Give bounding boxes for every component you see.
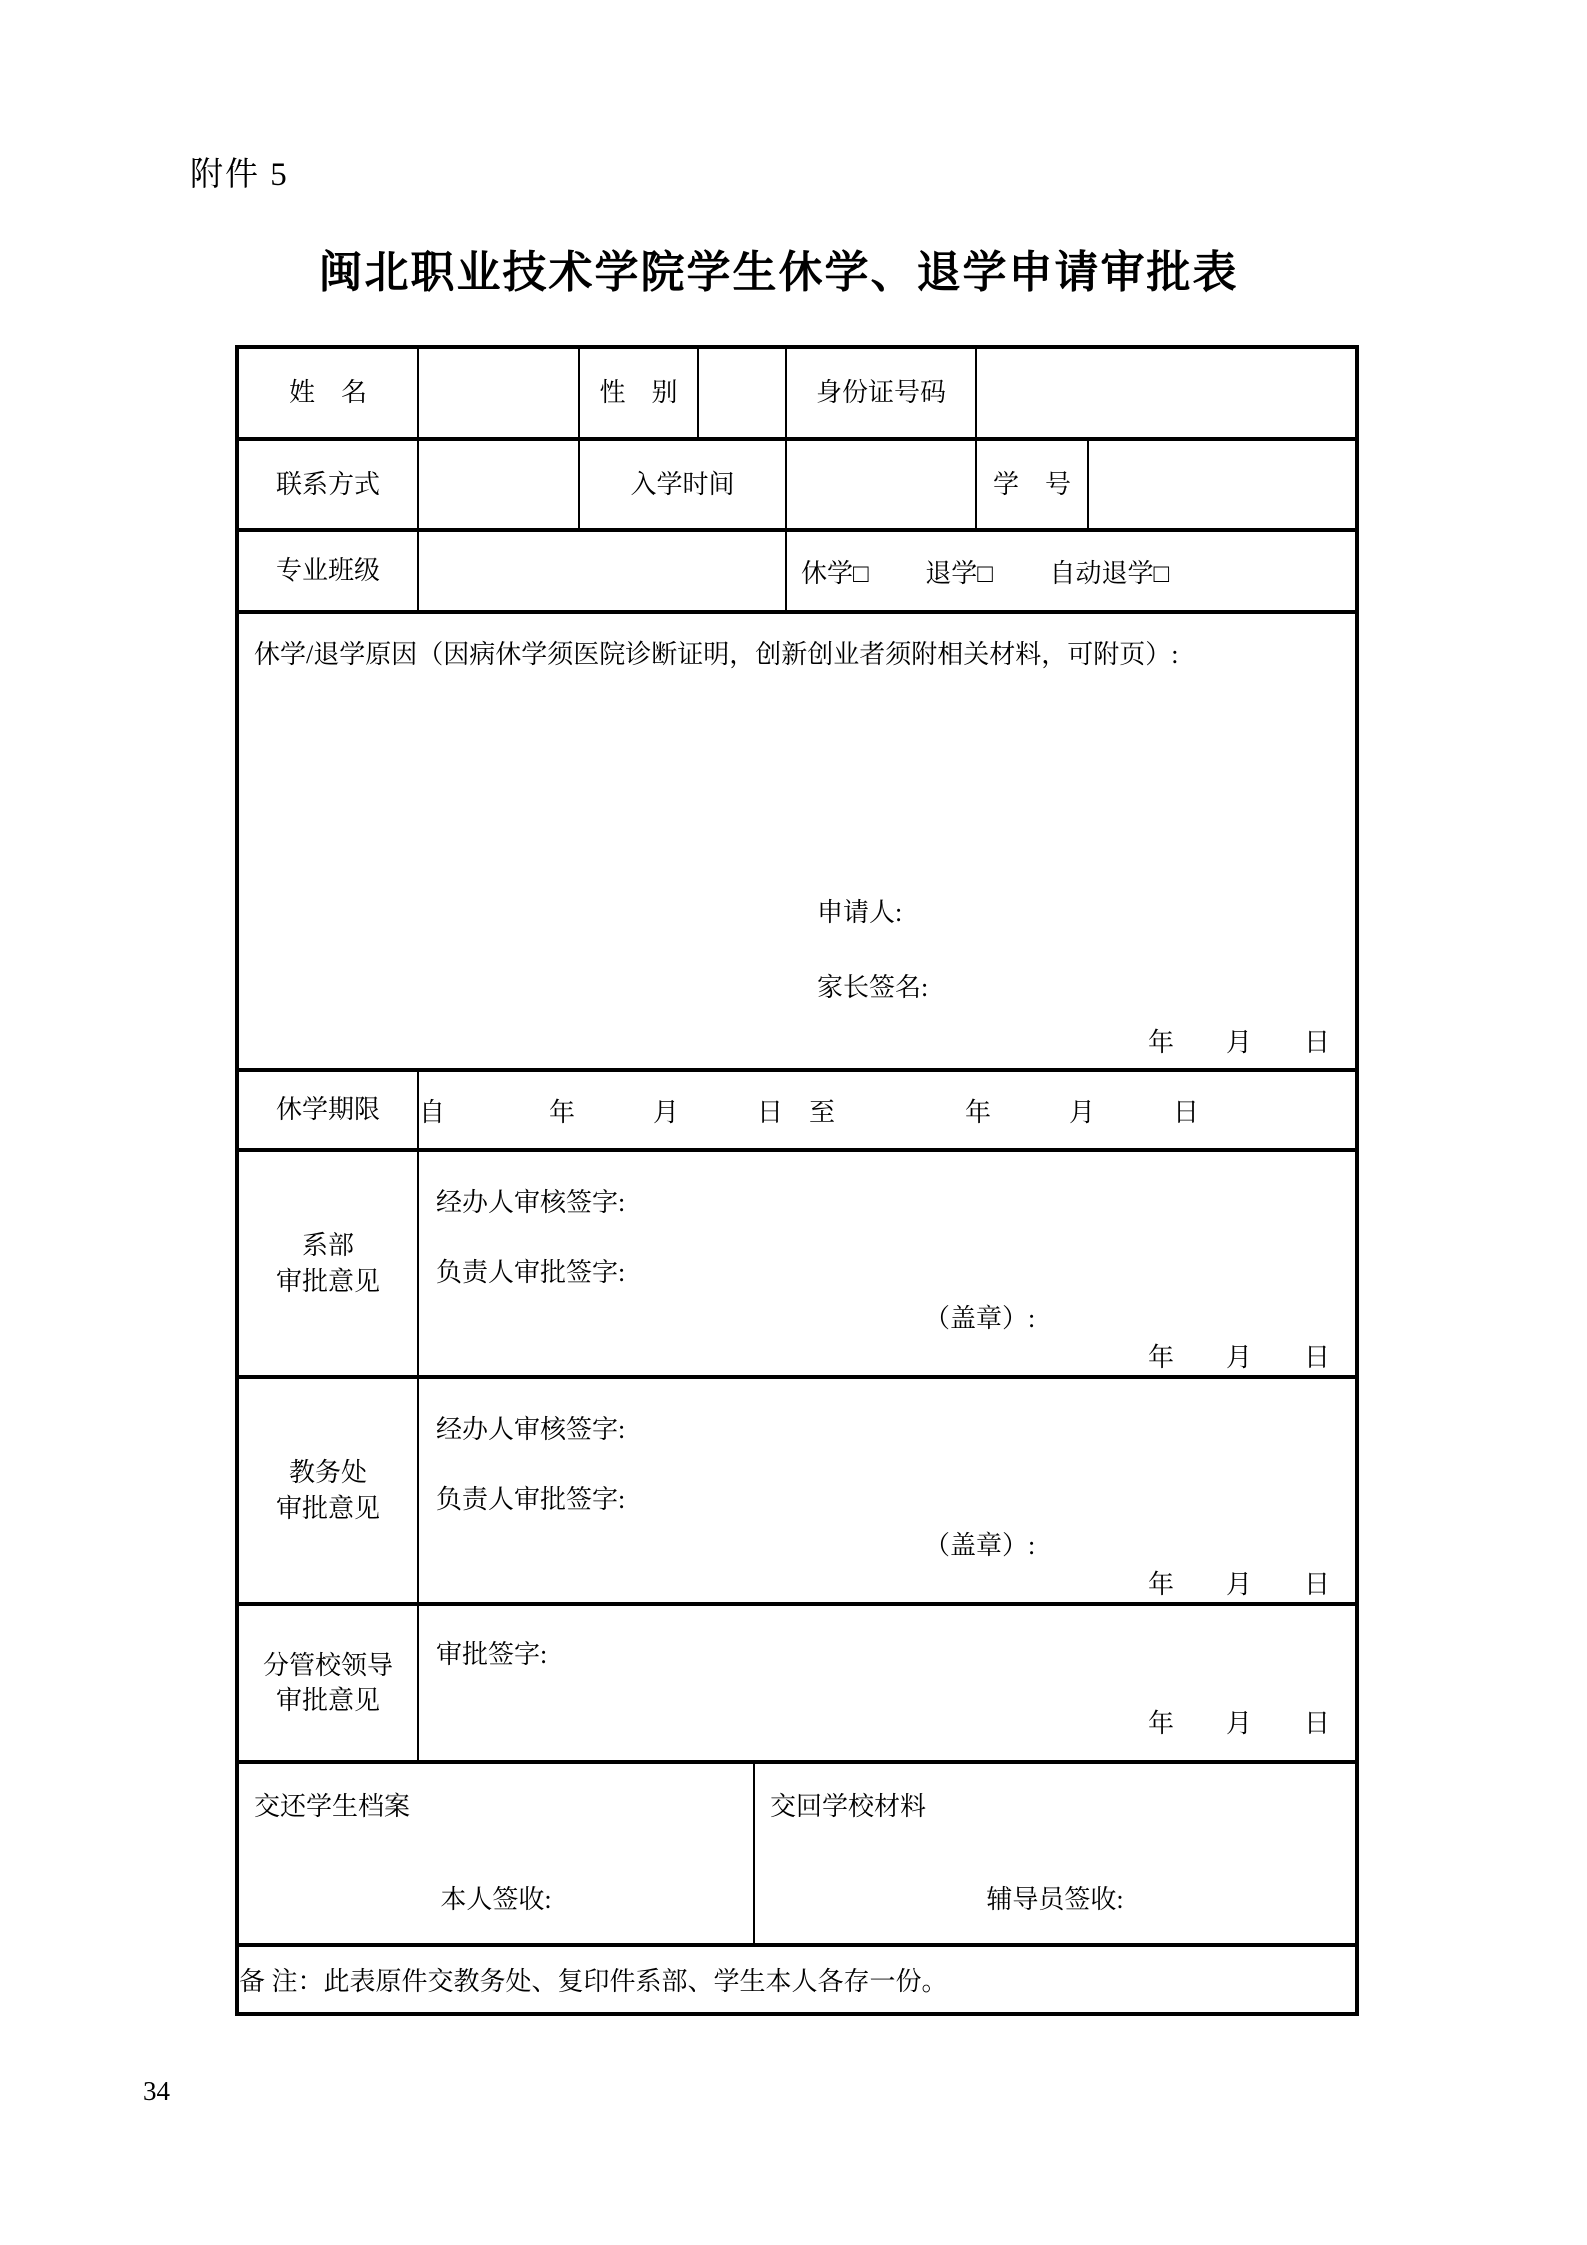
- row-remark: [237, 1945, 1357, 2014]
- reason-heading: 休学/退学原因（因病休学须医院诊断证明，创新创业者须附相关材料，可附页）:: [254, 640, 1179, 669]
- materials-return-cell[interactable]: [754, 1762, 1357, 1945]
- materials-return-label: 交回学校材料: [770, 1792, 927, 1821]
- dept-head-sign-label: 负责人审批签字:: [436, 1258, 626, 1287]
- academic-seal-label: （盖章）:: [924, 1531, 1036, 1560]
- reason-cell[interactable]: [237, 612, 1357, 1070]
- row-reason: [237, 612, 1357, 1070]
- enrollment-value-cell[interactable]: [786, 439, 976, 530]
- leader-approval-label-line1: 分管校领导: [262, 1650, 393, 1680]
- reason-date-line: 年 月 日: [1147, 1028, 1330, 1057]
- name-value-cell[interactable]: [418, 347, 579, 439]
- dept-approval-label-line2: 审批意见: [275, 1266, 380, 1296]
- dept-approval-label-line1: 系部: [301, 1231, 354, 1261]
- parent-sign-label: 家长签名:: [817, 973, 929, 1002]
- id-number-label: 身份证号码: [786, 347, 976, 439]
- status-option-auto-withdraw: [1049, 559, 1169, 588]
- status-option-auto-withdraw-label: 自动退学: [1049, 558, 1154, 588]
- duration-label: 休学期限: [237, 1070, 418, 1150]
- leader-approval-label: [237, 1604, 418, 1762]
- counselor-sign-label: 辅导员签收:: [986, 1885, 1124, 1914]
- row-academic-approval: [237, 1377, 1357, 1604]
- self-sign-label: 本人签收:: [440, 1885, 552, 1914]
- leader-date-line: 年 月 日: [1147, 1709, 1330, 1738]
- row-handover: [237, 1762, 1357, 1945]
- remark-cell: [237, 1945, 1357, 2014]
- status-option-suspend: [801, 559, 869, 588]
- academic-approval-label-line1: 教务处: [288, 1458, 367, 1488]
- contact-label: 联系方式: [237, 439, 418, 530]
- suspend-checkbox[interactable]: □: [853, 558, 869, 588]
- dept-seal-label: （盖章）:: [924, 1304, 1036, 1333]
- archive-handover-cell[interactable]: [237, 1762, 754, 1945]
- academic-head-sign-label: 负责人审批签字:: [436, 1485, 626, 1514]
- page-title: 闽北职业技术学院学生休学、退学申请审批表: [318, 248, 1239, 297]
- dept-approval-cell[interactable]: [418, 1150, 1357, 1377]
- page-number: 34: [143, 2076, 170, 2106]
- withdraw-checkbox[interactable]: □: [977, 558, 993, 588]
- gender-value-cell[interactable]: [698, 347, 786, 439]
- status-option-withdraw-label: 退学: [925, 558, 978, 588]
- leader-sign-label: 审批签字:: [436, 1640, 548, 1669]
- row-leader-approval: [237, 1604, 1357, 1762]
- leader-approval-cell[interactable]: [418, 1604, 1357, 1762]
- academic-date-line: 年 月 日: [1147, 1570, 1330, 1599]
- row-duration: [237, 1070, 1357, 1150]
- archive-handover-label: 交还学生档案: [254, 1792, 411, 1821]
- row-class-status: [237, 530, 1357, 612]
- name-label: 姓 名: [237, 347, 418, 439]
- enrollment-label: 入学时间: [579, 439, 786, 530]
- auto-withdraw-checkbox[interactable]: □: [1153, 558, 1170, 588]
- dept-handler-sign-label: 经办人审核签字:: [436, 1188, 626, 1217]
- academic-handler-sign-label: 经办人审核签字:: [436, 1415, 626, 1444]
- academic-approval-label: [237, 1377, 418, 1604]
- academic-approval-label-line2: 审批意见: [275, 1493, 380, 1523]
- applicant-sign-label: 申请人:: [817, 898, 903, 927]
- leader-approval-label-line2: 审批意见: [275, 1686, 380, 1715]
- class-label: 专业班级: [237, 530, 418, 612]
- student-no-value-cell[interactable]: [1088, 439, 1357, 530]
- status-option-suspend-label: 休学: [801, 558, 854, 588]
- contact-value-cell[interactable]: [418, 439, 579, 530]
- status-options-cell: [786, 530, 1357, 612]
- attachment-label: 附件 5: [190, 157, 289, 193]
- academic-approval-cell[interactable]: [418, 1377, 1357, 1604]
- duration-content[interactable]: 自 年 月 日 至 年 月 日: [418, 1070, 1357, 1150]
- application-form-table: [235, 345, 1359, 2016]
- id-number-value-cell[interactable]: [976, 347, 1357, 439]
- dept-date-line: 年 月 日: [1147, 1343, 1330, 1372]
- row-basic-info-1: [237, 347, 1357, 439]
- dept-approval-label: [237, 1150, 418, 1377]
- class-value-cell[interactable]: [418, 530, 786, 612]
- row-dept-approval: [237, 1150, 1357, 1377]
- remark-text: 备 注：此表原件交教务处、复印件系部、学生本人各存一份。: [239, 1967, 948, 1996]
- student-no-label: 学 号: [976, 439, 1088, 530]
- row-basic-info-2: [237, 439, 1357, 530]
- status-option-withdraw: [925, 559, 993, 588]
- gender-label: 性 别: [579, 347, 698, 439]
